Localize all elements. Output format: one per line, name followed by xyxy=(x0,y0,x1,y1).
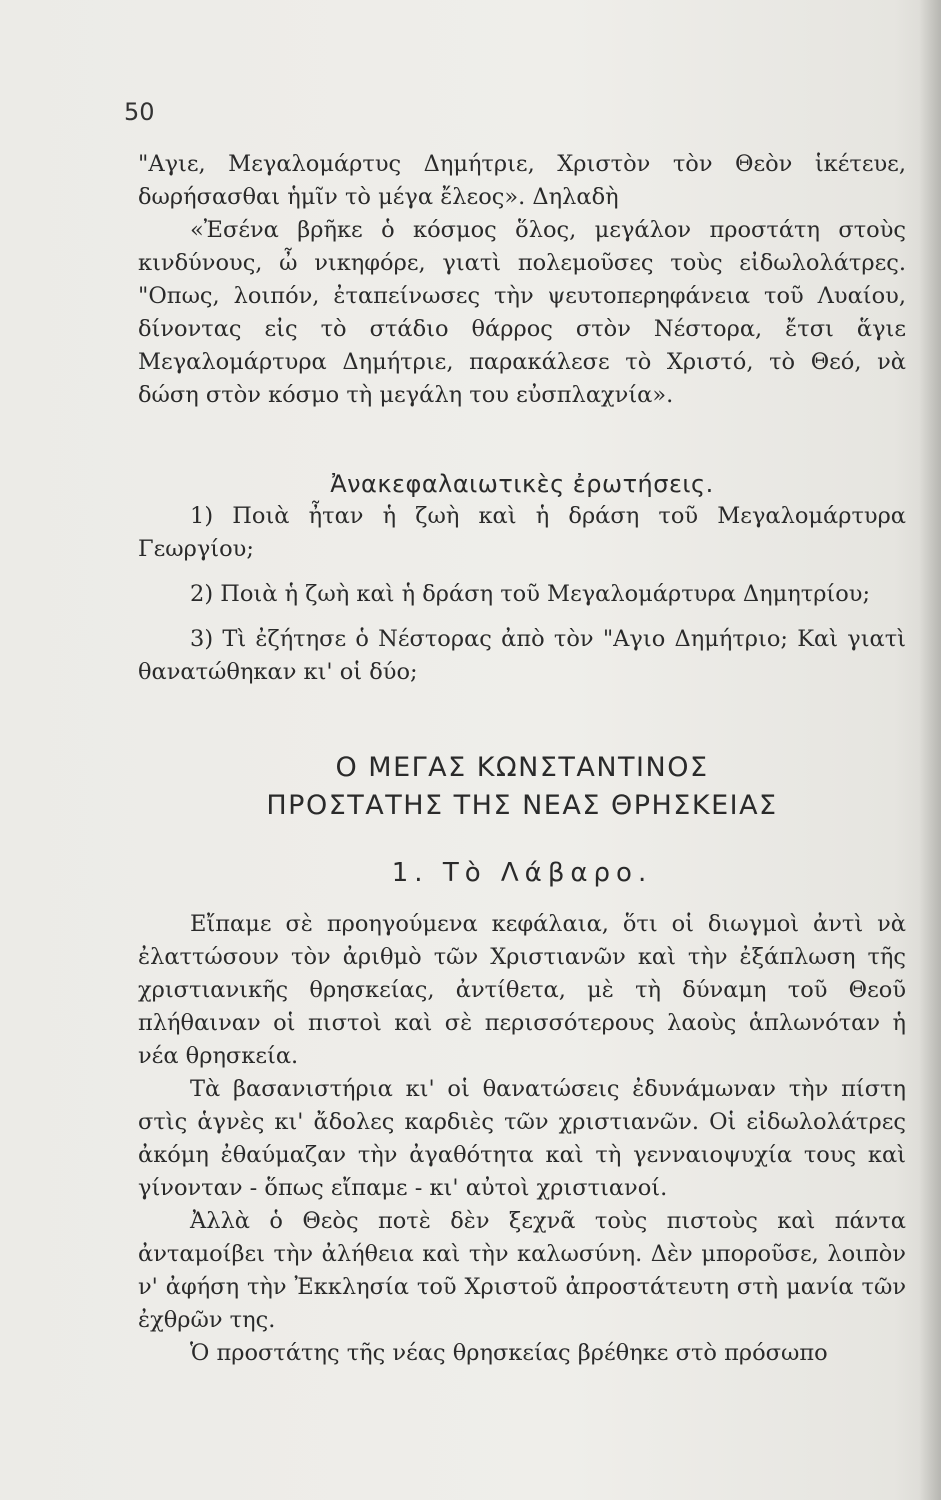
paragraph-3: Ἀλλὰ ὁ Θεὸς ποτὲ δὲν ξεχνᾶ τοὺς πιστοὺς καὶ πάντα ἀνταμοίβει τὴν ἀλήθεια καὶ τὴν καλωσύνη. Δὲν μποροῦσε, λοιπὸν ν' ἀφήση τὴν Ἐκκλησία τοῦ Χριστοῦ ἀπροστάτευτη στὴ μανία τῶν ἐχθρῶν της. xyxy=(138,1208,906,1333)
question-1: 1) Ποιὰ ἦταν ἡ ζωὴ καὶ ἡ δράση τοῦ Μεγαλομάρτυρα Γεωργίου; xyxy=(138,503,906,562)
body-text xyxy=(138,908,906,1370)
question-3: 3) Τὶ ἐζήτησε ὁ Νέστορας ἀπὸ τὸν "Αγιο Δημήτριο; Καὶ γιατὶ θανατώθηκαν κι' οἱ δύο; xyxy=(138,626,906,685)
section-title: 1. Τὸ Λάβαρο. xyxy=(391,858,653,888)
paragraph-4: Ὁ προστάτης τῆς νέας θρησκείας βρέθηκε στὸ πρόσωπο xyxy=(190,1340,828,1366)
question-2: 2) Ποιὰ ἡ ζωὴ καὶ ἡ δράση τοῦ Μεγαλομάρτυρα Δημητρίου; xyxy=(190,581,871,607)
prayer-block xyxy=(138,148,906,412)
paragraph-prayer: "Αγιε, Μεγαλομάρτυς Δημήτριε, Χριστὸν τὸν Θεὸν ἱκέτευε, δωρήσασθαι ἡμῖν τὸ μέγα ἔλεος». Δηλαδὴ xyxy=(138,151,906,210)
page-edge-shadow xyxy=(919,0,941,1500)
review-questions-heading: Ἀνακεφαλαιωτικὲς ἐρωτήσεις. xyxy=(330,470,714,498)
paragraph-prayer-translation: «Ἐσένα βρῆκε ὁ κόσμος ὅλος, μεγάλον προστάτη στοὺς κινδύνους, ὦ νικηφόρε, γιατὶ πολεμοῦσες τοὺς εἰδωλολάτρες. "Οπως, λοιπόν, ἐταπείνωσες τὴν ψευτοπερηφάνεια τοῦ Λυαίου, δίνοντας εἰς τὸ στάδιο θάρρος στὸν Νέστορα, ἔτσι ἅγιε Μεγαλομάρτυρα Δημήτριε, παρακάλεσε τὸ Χριστό, τὸ Θεό, νὰ δώση στὸν κόσμο τὴ μεγάλη του εὐσπλαχνία». xyxy=(138,217,906,408)
chapter-title-line-1: Ο ΜΕΓΑΣ ΚΩΝΣΤΑΝΤΙΝΟΣ xyxy=(335,752,709,783)
paragraph-2: Τὰ βασανιστήρια κι' οἱ θανατώσεις ἐδυνάμωναν τὴν πίστη στὶς ἁγνὲς κι' ἄδολες καρδιὲς τῶν χριστιανῶν. Οἱ εἰδωλολάτρες ἀκόμη ἐθαύμαζαν τὴν ἀγαθότητα καὶ τὴ γενναιοψυχία τους καὶ γίνονταν - ὅπως εἴπαμε - κι' αὐτοὶ χριστιανοί. xyxy=(138,1076,906,1201)
page-number: 50 xyxy=(124,98,155,126)
paragraph-1: Εἴπαμε σὲ προηγούμενα κεφάλαια, ὅτι οἱ διωγμοὶ ἀντὶ νὰ ἐλαττώσουν τὸν ἀριθμὸ τῶν Χριστιανῶν καὶ τὴν ἐξάπλωση τῆς χριστιανικῆς θρησκείας, ἀντίθετα, μὲ τὴ δύναμη τοῦ Θεοῦ πλήθαιναν οἱ πιστοὶ καὶ σὲ περισσότερους λαοὺς ἁπλωνόταν ἡ νέα θρησκεία. xyxy=(138,911,906,1069)
review-questions xyxy=(138,500,906,689)
chapter-title-line-2: ΠΡΟΣΤΑΤΗΣ ΤΗΣ ΝΕΑΣ ΘΡΗΣΚΕΙΑΣ xyxy=(266,790,778,821)
